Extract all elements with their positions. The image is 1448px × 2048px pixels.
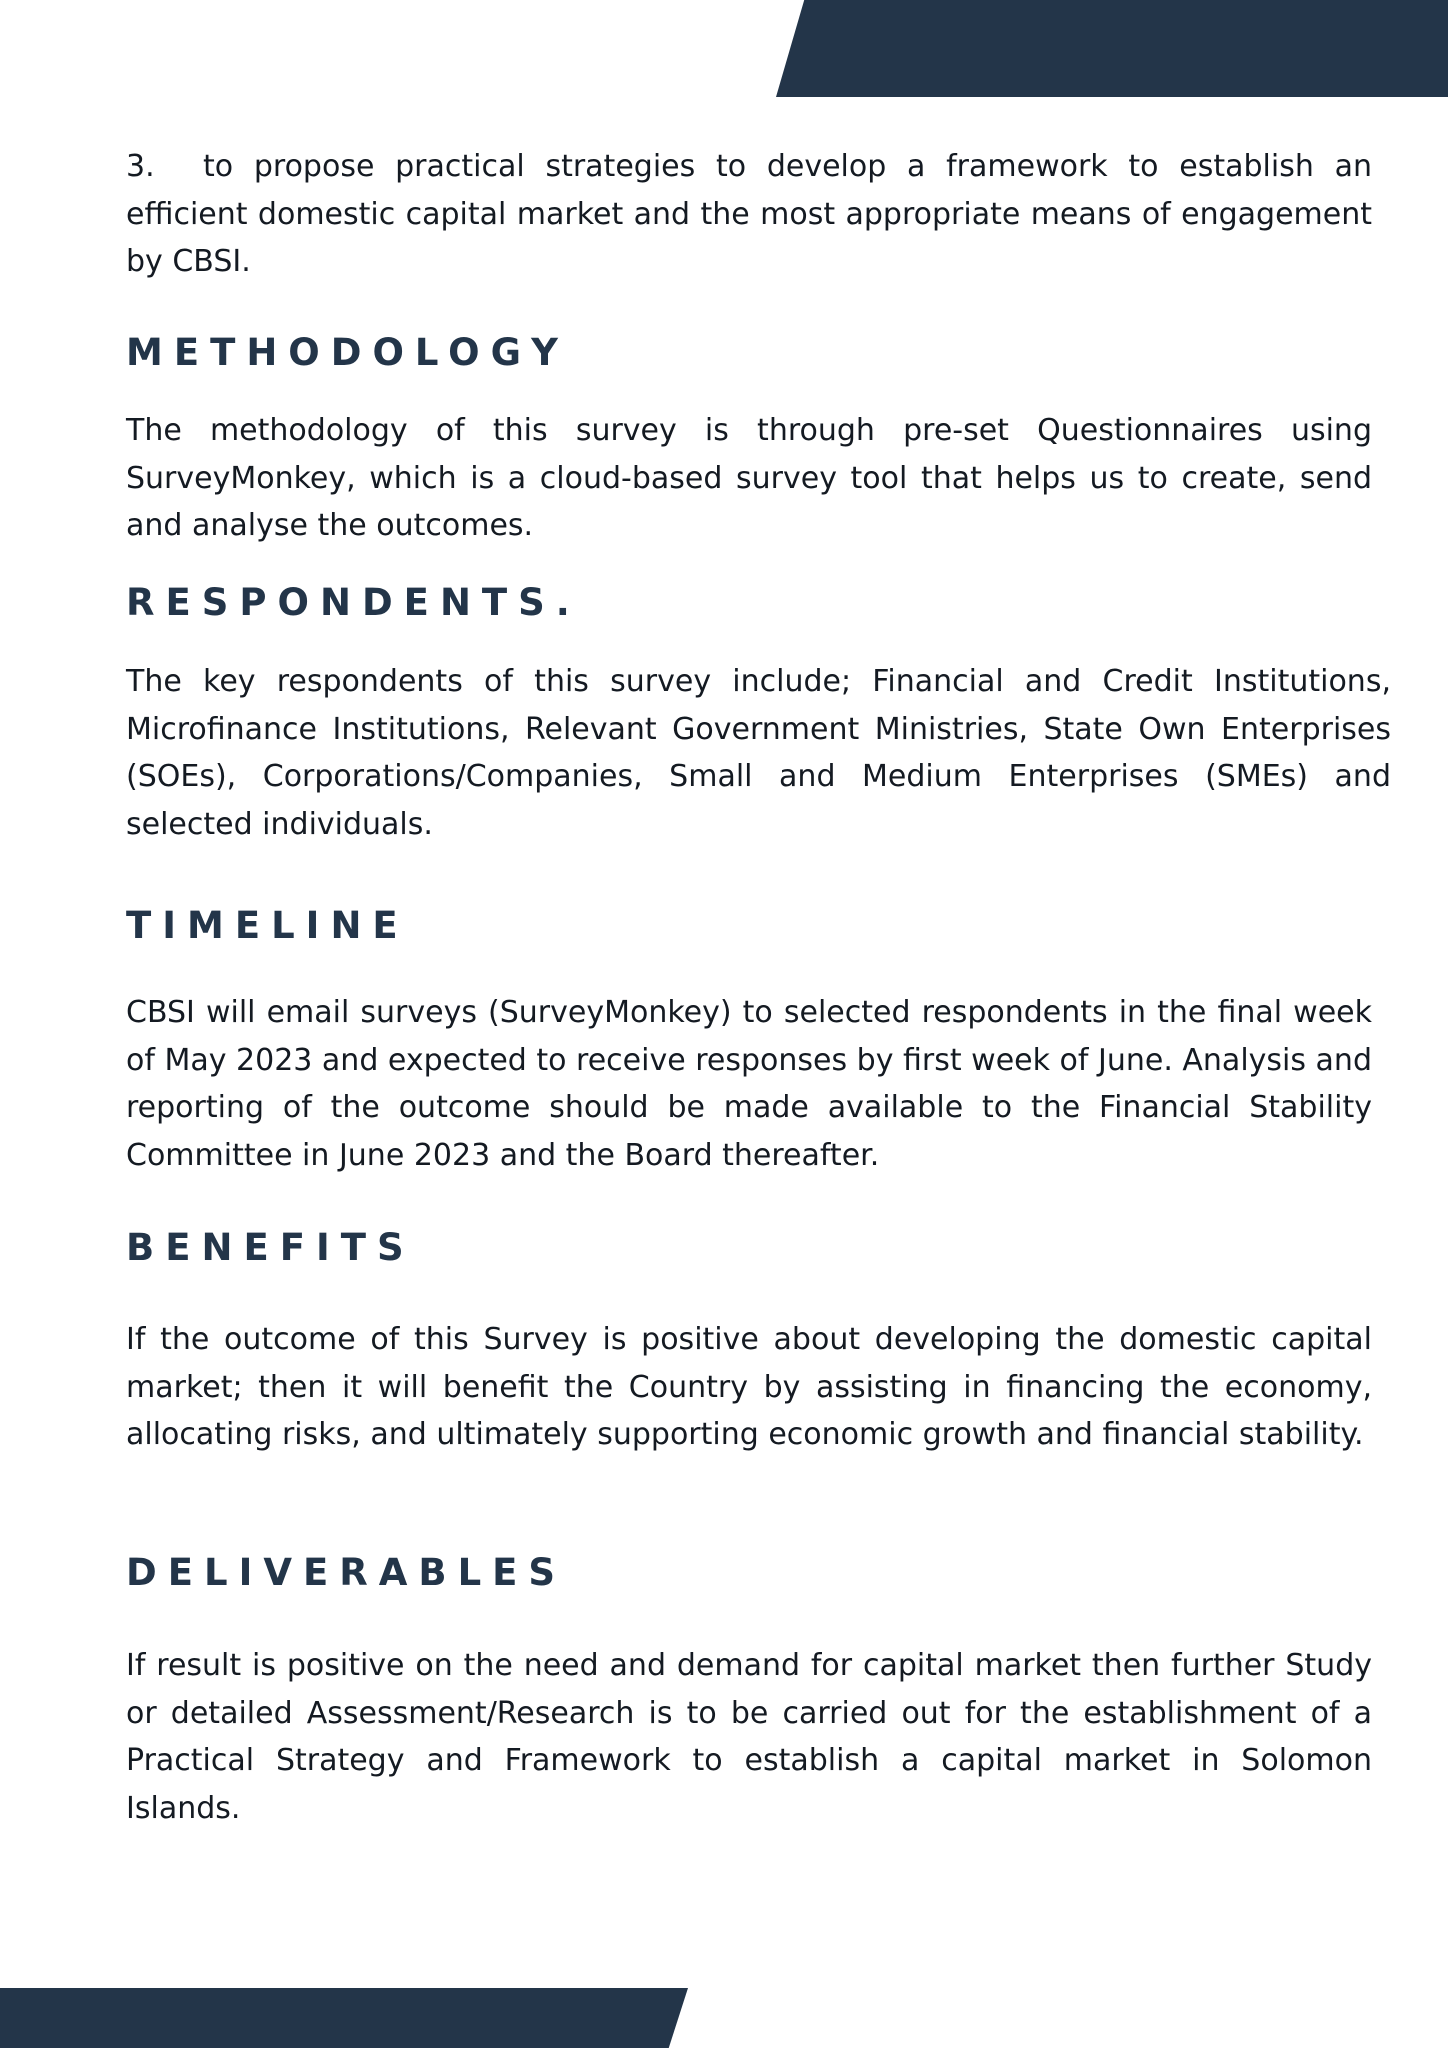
benefits-paragraph: If the outcome of this Survey is positive about developing the domestic capital market; then it will benefit the Country by assisting in financing the economy, allocating risks, and ultimately supporting economic growth and financial stability.	[126, 1322, 1372, 1452]
timeline-paragraph: CBSI will email surveys (SurveyMonkey) to selected respondents in the final week of May 2023 and expected to receive responses by first week of June. Analysis and reporting of the outcome should be made available to the Financial Stability Committee in June 2023 and the Board thereafter.	[126, 995, 1372, 1173]
methodology-heading: METHODOLOGY	[126, 331, 569, 374]
timeline-heading: TIMELINE	[126, 904, 409, 947]
intro-item	[126, 143, 1372, 286]
deliverables-paragraph: If result is positive on the need and demand for capital market then further Study or detailed Assessment/Research is to be carried out for the establishment of a Practical Strategy and Framework to establish a capital market in Solomon Islands.	[126, 1648, 1372, 1826]
respondents-heading: RESPONDENTS.	[126, 581, 581, 624]
list-number: 3.	[126, 149, 155, 184]
footer-decoration-band	[0, 1988, 688, 2048]
benefits-heading: BENEFITS	[126, 1226, 415, 1269]
intro-text: to propose practical strategies to develop a framework to establish an efficient domestic capital market and the most appropriate means of engagement by CBSI.	[126, 149, 1372, 279]
header-decoration-band	[776, 0, 1448, 97]
respondents-paragraph: The key respondents of this survey include; Financial and Credit Institutions, Microfinance Institutions, Relevant Government Ministries, State Own Enterprises (SOEs), Corporations/Companies, Small and Medium Enterprises (SMEs) and selected individuals.	[126, 664, 1391, 842]
methodology-paragraph: The methodology of this survey is through pre-set Questionnaires using SurveyMonkey, which is a cloud-based survey tool that helps us to create, send and analyse the outcomes.	[126, 413, 1372, 543]
deliverables-heading: DELIVERABLES	[126, 1551, 567, 1594]
